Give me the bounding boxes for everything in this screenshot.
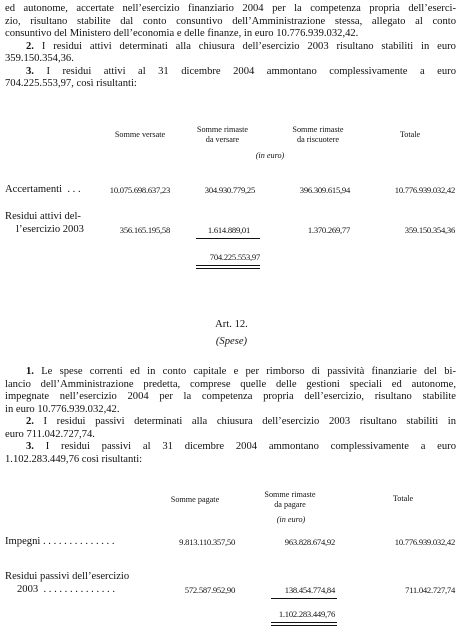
spese-para3-line-2: 1.102.283.449,76 così risultanti: bbox=[5, 453, 143, 465]
spese-header-col2-line1: Somme rimaste bbox=[264, 490, 316, 499]
entrate-accertamenti-versate: 10.075.698.637,23 bbox=[109, 185, 170, 195]
accertamenti-dots: . . . bbox=[67, 184, 81, 195]
article-title: Art. 12. bbox=[215, 319, 248, 330]
spese-para1-line-4: in euro 10.776.939.032,42. bbox=[5, 403, 120, 415]
impegni-dots: . . . . . . . . . . . . . . bbox=[42, 536, 115, 547]
article-subtitle bbox=[0, 336, 463, 349]
entrate-header-somme-versate: Somme versate bbox=[114, 130, 166, 139]
spese-row-residui-label-1: Residui passivi dell’esercizio bbox=[5, 571, 130, 582]
accertamenti-label-text: Accertamenti bbox=[5, 184, 63, 195]
spese-para3-num: 3. bbox=[26, 441, 34, 452]
entrate-para2-line-1 bbox=[26, 41, 456, 54]
spese-total-value: 1.102.283.449,76 bbox=[278, 609, 335, 619]
spese-para3-line-1 bbox=[26, 441, 456, 454]
entrate-residui-da-riscuotere: 1.370.269,77 bbox=[307, 224, 350, 235]
entrate-residui-versate: 356.165.195,58 bbox=[119, 224, 170, 235]
spese-residui-pagate: 572.587.952,90 bbox=[184, 584, 235, 595]
spese-impegni-totale: 10.776.939.032,42 bbox=[394, 537, 455, 547]
entrate-row-residui-label-1: Residui attivi del- bbox=[5, 211, 81, 222]
entrate-accertamenti-da-riscuotere: 396.309.615,94 bbox=[299, 185, 350, 195]
residui-passivi-year: 2003 bbox=[17, 583, 39, 595]
spese-para1-line-2: lancio dell’Amministrazione predetta, comprese quelle delle gestioni speciali ed autonome, bbox=[5, 378, 456, 390]
spese-header-somme-rimaste bbox=[255, 490, 325, 509]
spese-header-totale: Totale bbox=[392, 494, 414, 503]
spese-residui-da-pagare: 138.454.774,84 bbox=[284, 584, 335, 595]
entrate-unit bbox=[245, 151, 295, 161]
entrate-row-accertamenti-label bbox=[5, 184, 81, 197]
impegni-label-text: Impegni bbox=[5, 536, 41, 547]
spese-para1-line-1 bbox=[26, 366, 456, 379]
top-para-line-3: consuntivo del Ministero dell’economia e delle finanze, in euro 10.776.939.032,42. bbox=[5, 28, 359, 39]
entrate-para2-line-2: 359.150.354,36. bbox=[5, 53, 74, 64]
entrate-residui-da-versare: 1.614.889,01 bbox=[207, 224, 250, 235]
spese-para2-line-2: euro 711.042.727,74. bbox=[5, 428, 95, 440]
entrate-header-totale: Totale bbox=[399, 130, 421, 139]
entrate-row-residui-label-2: l’esercizio 2003 bbox=[16, 223, 84, 235]
entrate-header-somme-rimaste-riscuotere bbox=[278, 125, 358, 144]
spese-para2-text: I residui passivi determinati alla chiusura dell’esercizio 2003 risultano stabiliti in bbox=[43, 416, 456, 427]
entrate-header-col2-line2: da versare bbox=[205, 134, 240, 144]
top-para-line-1: ed autonome, accertate nell’esercizio finanziario 2004 per la competenza propria dell’eserci- bbox=[5, 3, 456, 14]
entrate-header-col2-line1: Somme rimaste bbox=[196, 125, 249, 134]
entrate-accertamenti-totale: 10.776.939.032,42 bbox=[394, 185, 455, 195]
spese-para1-text: Le spese correnti ed in conto capitale e per rimborso di passività finanziarie del bi- bbox=[41, 366, 456, 377]
entrate-header-col3-line1: Somme rimaste bbox=[292, 125, 344, 134]
spese-impegni-pagate: 9.813.110.357,50 bbox=[179, 537, 235, 547]
entrate-unit-text: (in euro) bbox=[255, 151, 285, 160]
spese-header-col2-line2: da pagare bbox=[274, 499, 306, 509]
entrate-header-col3-line2: da riscuotere bbox=[296, 134, 340, 144]
spese-residui-totale: 711.042.727,74 bbox=[405, 584, 455, 595]
spese-para2-line-1 bbox=[26, 416, 456, 429]
entrate-residui-totale: 359.150.354,36 bbox=[404, 224, 455, 235]
spese-unit bbox=[266, 515, 316, 525]
top-para-line-2: zio, risultano stabilite dal conto consuntivo dell’Amministrazione stessa, allegato al conto bbox=[5, 15, 456, 27]
spese-para1-line-3: impegnate nell’esercizio 2004 per la competenza propria dell’esercizio, risultano stabilite bbox=[5, 391, 456, 402]
entrate-accertamenti-da-versare: 304.930.779,25 bbox=[204, 185, 255, 195]
entrate-para2-num: 2. bbox=[26, 40, 34, 52]
entrate-para3-num: 3. bbox=[26, 65, 34, 77]
spese-total-top-rule bbox=[271, 598, 337, 599]
entrate-para2-text: I residui attivi determinati alla chiusura dell’esercizio 2003 risultano stabiliti in euro bbox=[41, 40, 456, 52]
spese-row-impegni-label bbox=[5, 536, 114, 549]
spese-unit-text: (in euro) bbox=[276, 515, 306, 524]
spese-para3-text: I residui passivi al 31 dicembre 2004 ammontano complessivamente a euro bbox=[45, 441, 457, 452]
entrate-total-double-rule bbox=[196, 265, 260, 269]
spese-header-somme-pagate: Somme pagate bbox=[170, 495, 220, 504]
entrate-total-value: 704.225.553,97 bbox=[209, 252, 260, 262]
spese-impegni-da-pagare: 963.828.674,92 bbox=[284, 537, 335, 547]
entrate-para3-text: I residui attivi al 31 dicembre 2004 ammontano complessivamente a euro bbox=[46, 65, 456, 77]
spese-total-double-rule bbox=[271, 622, 337, 626]
entrate-para3-line-2: 704.225.553,97, così risultanti: bbox=[5, 78, 137, 89]
residui-passivi-dots: . . . . . . . . . . . . . . bbox=[43, 583, 115, 595]
spese-row-residui-label-2 bbox=[17, 584, 115, 597]
entrate-total-top-rule bbox=[196, 238, 260, 239]
entrate-para3-line-1 bbox=[26, 66, 456, 79]
entrate-header-somme-rimaste-versare bbox=[185, 125, 260, 144]
spese-para1-num: 1. bbox=[26, 366, 34, 377]
article-subtitle-text: (Spese) bbox=[215, 336, 248, 347]
spese-para2-num: 2. bbox=[26, 416, 34, 427]
